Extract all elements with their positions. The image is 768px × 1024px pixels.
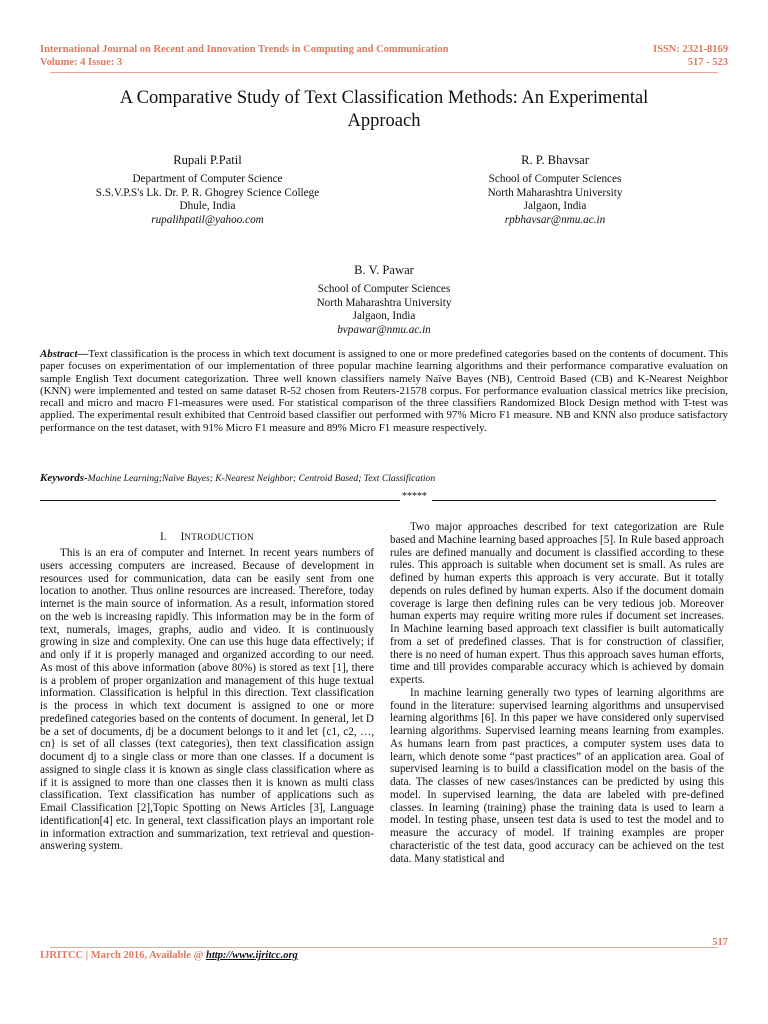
author-block-3 [254, 262, 514, 337]
section-separator [40, 491, 716, 505]
author-name: Rupali P.Patil [173, 153, 242, 167]
author-name: B. V. Pawar [354, 263, 414, 277]
paragraph: Two major approaches described for text categorization are Rule based and Machine learning based approaches [5]. In Rule based approach rules are defined manually and document is classified according to these rules. This approach is suitable when document set is small. As rules are defined by human experts this approach is very accurate. But it totally depends on rules defined by human experts. Also if the document domain coverage is large then defining rules can be very tedious job. Moreover human experts may require writing more rules if document set increases. In Machine learning based approach text classifier is built automatically from a set of predefined classes. That is for construction of classifier, there is no need of human expert. Thus this approach saves human efforts, time and till provides comparable accuracy which is achieved by domain experts. [390, 521, 724, 686]
journal-header [40, 43, 448, 69]
author-dept: School of Computer Sciences [317, 283, 451, 295]
paper-title [40, 87, 728, 133]
header-rule [50, 72, 718, 73]
abstract [40, 348, 728, 434]
author-institution: North Maharashtra University [487, 186, 623, 199]
issn-block [653, 43, 728, 69]
journal-volume: Volume: 4 Issue: 3 [40, 57, 123, 68]
section-number: I. [160, 531, 167, 543]
separator-line-right [432, 500, 716, 501]
section-title-initial: I [180, 531, 185, 543]
author-block-1 [80, 152, 335, 227]
author-institution: North Maharashtra University [316, 296, 452, 309]
right-column [390, 521, 724, 865]
author-email: bvpawar@nmu.ac.in [337, 323, 431, 336]
author-location: Dhule, India [179, 200, 236, 213]
footer-text: IJRITCC | March 2016, Available @ [40, 950, 206, 961]
footer-rule [50, 947, 718, 948]
journal-name: International Journal on Recent and Innovation Trends in Computing and Communication [40, 44, 449, 55]
paragraph: In machine learning generally two types of learning algorithms are found in the literature: supervised learning algorithms and unsupervised learning algorithms [6]. In this paper we have considered only supervised learning algorithms. Supervised learning means learning from examples. As humans learn from past practices, a computer system uses data to learn, which denote some “past practices” of an application area. Goal of supervised learning is to build a classification model on the basis of the data. The classes of new cases/instances can be predicted by using this model. In supervised learning, the data are labeled with pre-defined classes. In learning (training) phase the training data is used to learn a model. In testing phase, unseen test data is used to test the model and to measure the accuracy of model. If training examples are proper characteristic of the test data, good accuracy can be achieved on the test data. Many statistical and [390, 686, 724, 865]
keywords [40, 472, 435, 485]
abstract-label: Abstract— [40, 348, 89, 360]
author-institution: S.S.V.P.S's Lk. Dr. P. R. Ghogrey Science College [95, 186, 320, 199]
author-name: R. P. Bhavsar [521, 153, 589, 167]
abstract-text: Text classification is the process in which text document is assigned to one or more predefined categories based on the contents of document. This paper focuses on experimentation of our implementation of three popular machine learning algorithms and their performance comparative evaluation on sample English Text document categorization. Three well known classifiers namely Naïve Bayes (NB), Centroid Based (CB) and K-Nearest Neighbor (KNN) were implemented and tested on same dataset R-52 chosen from Reuters-21578 corpus. For performance evaluation classical metrics like precision, recall and micro and macro F1-measures were used. For statistical comparison of the three classifiers Randomized Block Design method with T-test was applied. The experimental result exhibited that Centroid based classifier out performed with 97% Micro F1 measure. NB and KNN also produce satisfactory performance on the test dataset, with 91% Micro F1 measure and 89% Micro F1 measure respectively. [40, 348, 728, 434]
title-line-1: A Comparative Study of Text Classification Methods: An Experimental [119, 88, 649, 108]
section-title-rest: NTRODUCTION [184, 532, 254, 542]
footer [40, 950, 298, 961]
author-email: rpbhavsar@nmu.ac.in [504, 213, 606, 226]
keywords-label: Keywords- [40, 472, 88, 484]
page-number: 517 [712, 937, 728, 948]
author-email: rupalihpatil@yahoo.com [151, 213, 264, 226]
keywords-text: Machine Learning;Naïve Bayes; K-Nearest Neighbor; Centroid Based; Text Classification [87, 473, 436, 484]
left-column [40, 547, 374, 853]
title-line-2: Approach [347, 111, 421, 131]
paragraph: This is an era of computer and Internet. In recent years numbers of users accessing computers are increased. Because of development in resources used for communication, data can be easily sent from one location to another. Thus online resources are increased. Therefore, today internet is the main source of information. As a result, information stored on the web is increasing rapidly. This information may be in the form of text, numerals, images, graphs, audio and video. It is continuously growing in size and complexity. One can use this huge data effectively; if and only if it is properly managed and organized according to our need. As most of this above information (above 80%) is stored as text [1], there is a problem of proper organization and management of this huge textual information. Classification is helpful in this direction. Text classification is the process in which text document is assigned to one or more predefined categories based on the contents of document. In general, let D be a set of documents, dj be a document belongs to it and let {c1, c2, …, cn} is set of all classes (text categories), then text classification assign document dj to a single class or more than one classes. If a document is assigned to single class it is known as single class classification where as if it is assigned to more than one classes then it is known as multi class classification. Text classification has number of applications such as Email Classification [2],Topic Spotting on News Articles [3], Language identification[4] etc. In general, text classification plays an important role in information extraction and summarization, text retrieval and question-answering system. [40, 547, 374, 853]
issn: ISSN: 2321-8169 [653, 44, 728, 55]
author-location: Jalgaon, India [352, 310, 416, 323]
author-dept: School of Computer Sciences [488, 173, 622, 185]
author-location: Jalgaon, India [523, 200, 587, 213]
author-block-2 [425, 152, 685, 227]
page-range: 517 - 523 [687, 57, 728, 68]
separator-stars: ***** [402, 491, 427, 502]
footer-link[interactable]: http://www.ijritcc.org [206, 950, 298, 961]
section-heading-introduction [40, 531, 374, 543]
separator-line-left [40, 500, 400, 501]
author-dept: Department of Computer Science [132, 173, 283, 185]
